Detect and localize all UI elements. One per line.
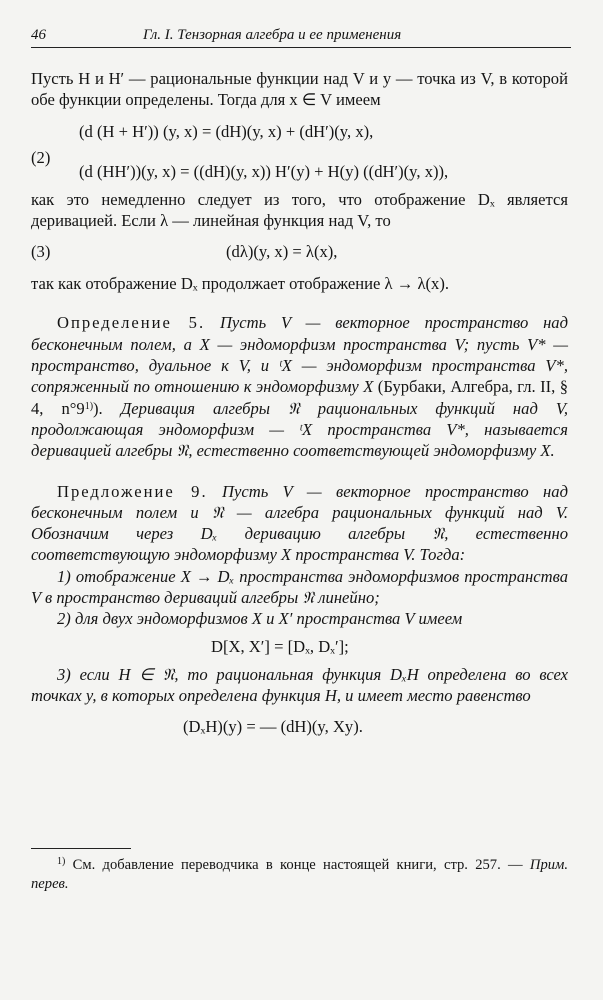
footnote [31, 856, 568, 894]
main-text [31, 68, 568, 742]
running-title: Гл. I. Тензорная алгебра и ее применения [143, 27, 402, 43]
proposition-text: Пусть V — векторное пространство над бесконечным полем и 𝔑 — алгебра рациональных функций над V. Обозначим через Dₓ деривацию алгебры 𝔑, естественно соответствующую эндоморфизму X пространства V. Тогда: [31, 481, 568, 565]
formula-2-label-row [31, 147, 568, 167]
proposition-item-1: 1) отображение X → Dₓ пространства эндоморфизмов пространства V в пространство дериваций алгебры 𝔑 линейно; [31, 566, 568, 608]
definition-text: Пусть V — векторное пространство над бесконечным полем, а X — эндоморфизм пространства V; пусть V* — пространство, дуальное к V, и ᵗX — эндоморфизм пространства V*, сопряженный по отношению к эндоморфизму X [31, 313, 568, 397]
formula-2-line-1 [31, 117, 568, 151]
definition-ref-end: ). [93, 398, 103, 418]
page-number: 46 [31, 27, 46, 43]
formula-item-2-text: D[X, X′] = [Dₓ, Dₓ′]; [211, 636, 349, 656]
definition-heading: Определение 5. [57, 313, 206, 333]
proposition-9 [31, 481, 568, 566]
footnote-note: Прим. перев. [31, 857, 569, 892]
footnote-text: См. добавление переводчика в конце настоящей книги, стр. 257. — [72, 857, 523, 873]
formula-2-line-1-text: (d (H + H′)) (y, x) = (dH)(y, x) + (dH′)(y, x), [79, 121, 374, 141]
formula-3-text: (dλ)(y, x) = λ(x), [226, 242, 338, 262]
formula-3-label: (3) [31, 242, 51, 262]
proposition-item-3: 3) если H ∈ 𝔑, то рациональная функция DₓH определена во всех точках y, в которых определена функция H, и имеет место равенство [31, 664, 568, 705]
proposition-heading: Предложение 9. [57, 481, 208, 501]
formula-item-3 [31, 706, 568, 742]
after-formula-3: так как отображение Dₓ продолжает отображение λ → λ(x). [31, 274, 450, 294]
footnote-mark: 1) [84, 400, 94, 412]
definition-text-2: Деривация алгебры 𝔑 рациональных функций над V, продолжающая эндоморфизм — ᵗX пространства V*, называется деривацией алгебры 𝔑, естественно соответствующей эндоморфизму X. [31, 398, 568, 461]
formula-2-label: (2) [31, 147, 51, 167]
formula-3 [31, 231, 568, 273]
formula-item-3-text: (DₓH)(y) = — (dH)(y, Xy). [183, 717, 363, 737]
proposition-item-2: 2) для двух эндоморфизмов X и X′ пространства V имеем [57, 609, 463, 629]
footnote-rule [31, 848, 131, 849]
formula-2-line-2-text: (d (HH′))(y, x) = ((dH)(y, x)) H′(y) + H(y) ((dH′)(y, x)), [79, 161, 449, 181]
footnote-number: 1) [57, 856, 66, 867]
definition-5 [31, 312, 568, 461]
intro-paragraph: Пусть H и H′ — рациональные функции над V и y — точка из V, в которой обе функции определены. Тогда для x ∈ V имеем [31, 69, 568, 110]
running-header [31, 27, 571, 48]
definition-ref: (Бурбаки, Алгебра, гл. II, § 4, n°9 [31, 377, 568, 418]
after-formula-2: как это немедленно следует из того, что отображение Dₓ является деривацией. Если λ — линейная функция над V, то [31, 189, 568, 230]
formula-item-2 [31, 630, 568, 664]
formula-2-line-2 [31, 161, 568, 189]
